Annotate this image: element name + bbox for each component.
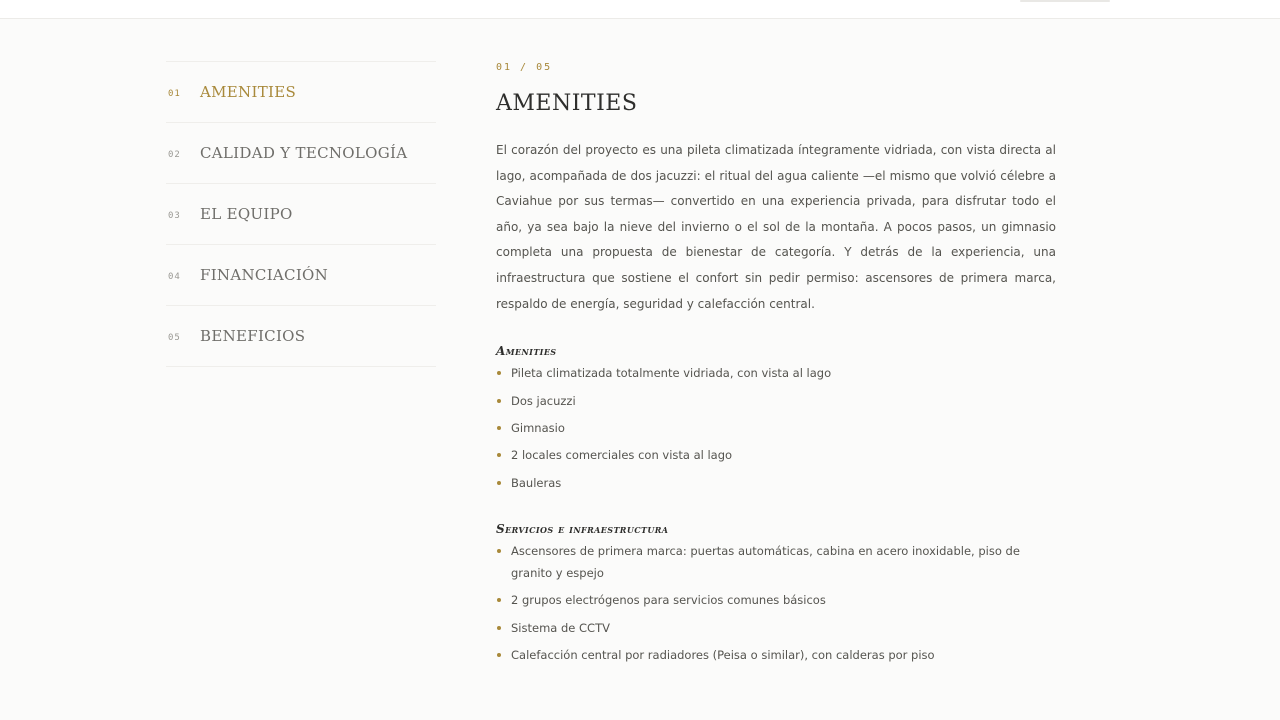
list-item-text: Pileta climatizada totalmente vidriada, con vista al lago xyxy=(511,366,832,381)
list-item xyxy=(496,444,1051,466)
nav-item-number: 04 xyxy=(168,271,181,282)
servicios-list xyxy=(496,540,1056,666)
nav-item-label: FINANCIACIÓN xyxy=(200,266,329,284)
section-intro: El corazón del proyecto es una pileta climatizada íntegramente vidriada, con vista directa al lago, acompañada de dos jacuzzi: el ritual del agua caliente —el mismo que volvió célebre a Caviahue por sus termas— convertido en una experiencia privada, para disfrutar todo el año, ya sea bajo la nieve del invierno o el sol de la montaña. A pocos pasos, un gimnasio completa una propuesta de bienestar de categoría. Y detrás de la experiencia, una infraestructura que sostiene el confort sin pedir permiso: ascensores de primera marca, respaldo de energía, seguridad y calefacción central. xyxy=(496,143,1056,311)
bullet-icon xyxy=(497,481,501,485)
list-item xyxy=(496,644,1051,666)
nav-item-label: CALIDAD Y TECNOLOGÍA xyxy=(200,144,408,162)
nav-item-beneficios[interactable] xyxy=(166,306,436,367)
section-title: AMENITIES xyxy=(496,91,638,116)
section-content xyxy=(496,62,1056,671)
bullet-icon xyxy=(497,399,501,403)
nav-item-number: 03 xyxy=(168,210,181,221)
list-item xyxy=(496,362,1051,384)
bullet-icon xyxy=(497,453,501,457)
bullet-icon xyxy=(497,426,501,430)
list-item xyxy=(496,617,1051,639)
bullet-icon xyxy=(497,626,501,630)
nav-item-label: EL EQUIPO xyxy=(200,205,293,223)
list-item xyxy=(496,472,1051,494)
nav-item-number: 05 xyxy=(168,332,181,343)
bullet-icon xyxy=(497,653,501,657)
top-bar xyxy=(0,0,1280,19)
amenities-list xyxy=(496,362,1056,494)
subsection-title-servicios: Servicios e infraestructura xyxy=(496,521,669,536)
list-item-text: Calefacción central por radiadores (Peisa o similar), con calderas por piso xyxy=(511,647,935,662)
list-item-text: 2 grupos electrógenos para servicios comunes básicos xyxy=(511,593,826,608)
list-item-text: Ascensores de primera marca: puertas automáticas, cabina en acero inoxidable, piso de granito y espejo xyxy=(511,543,1020,580)
bullet-icon xyxy=(497,371,501,375)
section-nav xyxy=(166,61,436,367)
list-item-text: Bauleras xyxy=(511,475,562,490)
nav-item-label: AMENITIES xyxy=(200,83,297,101)
list-item xyxy=(496,390,1051,412)
nav-item-label: BENEFICIOS xyxy=(200,327,306,345)
nav-item-amenities[interactable] xyxy=(166,62,436,123)
nav-item-financiacion[interactable] xyxy=(166,245,436,306)
list-item xyxy=(496,417,1051,439)
list-item-text: Dos jacuzzi xyxy=(511,393,576,408)
list-item xyxy=(496,589,1051,611)
nav-item-number: 01 xyxy=(168,88,181,99)
subsection-title-amenities: Amenities xyxy=(496,344,557,359)
nav-item-el-equipo[interactable] xyxy=(166,184,436,245)
nav-item-number: 02 xyxy=(168,149,181,160)
nav-item-calidad-y-tecnologia[interactable] xyxy=(166,123,436,184)
list-item xyxy=(496,540,1051,584)
list-item-text: 2 locales comerciales con vista al lago xyxy=(511,448,733,463)
list-item-text: Gimnasio xyxy=(511,420,565,435)
list-item-text: Sistema de CCTV xyxy=(511,620,610,635)
top-bar-indicator xyxy=(1020,0,1110,2)
bullet-icon xyxy=(497,598,501,602)
bullet-icon xyxy=(497,549,501,553)
section-counter: 01 / 05 xyxy=(496,62,553,73)
